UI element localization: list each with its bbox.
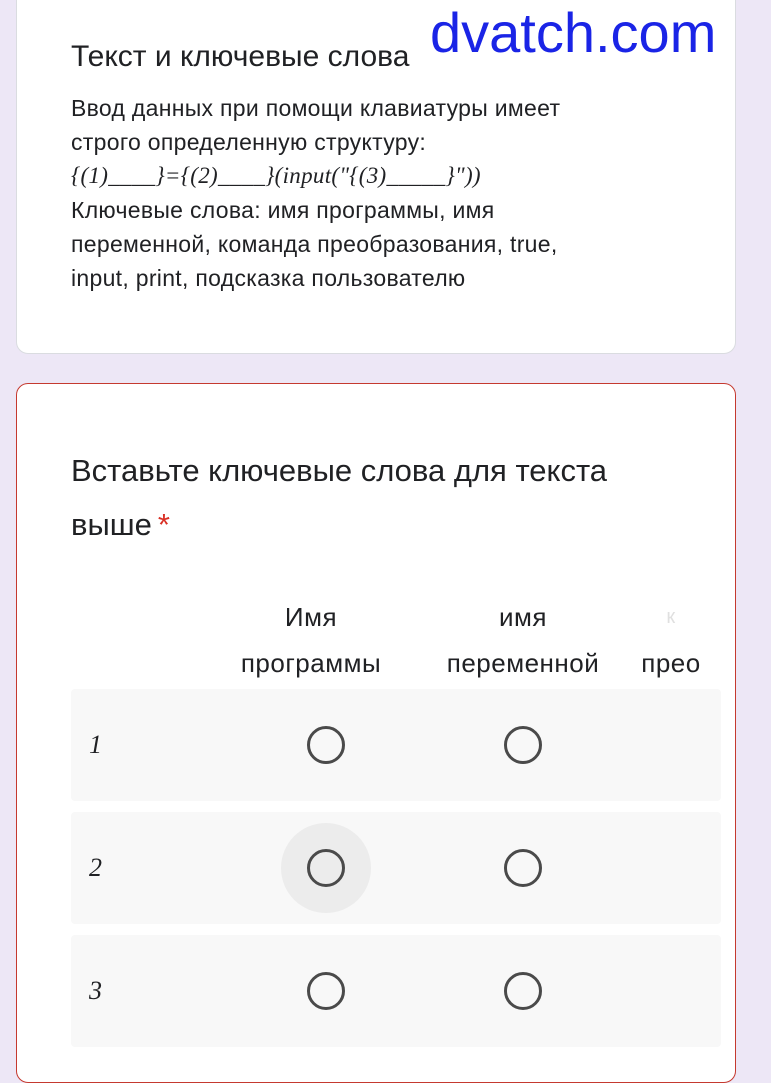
radio-circle-icon [504, 726, 542, 764]
description-formula: {(1)____}={(2)____}(input("{(3)_____}")) [71, 163, 481, 188]
section-title: Текст и ключевые слова [71, 40, 410, 73]
radio-circle-icon [307, 972, 345, 1010]
required-mark: * [157, 507, 170, 542]
radio-circle-icon [504, 972, 542, 1010]
column-header-line [571, 640, 771, 686]
radio-row1-col1[interactable] [298, 717, 354, 773]
column-header-line: Имя [284, 602, 338, 632]
question-title-text: Вставьте ключевые слова для текста выше [71, 453, 608, 542]
radio-row2-col1[interactable] [281, 823, 371, 913]
column-header-fragment: прео [641, 648, 701, 678]
radio-row3-col1[interactable] [298, 963, 354, 1019]
column-header-line: переменной [446, 648, 600, 678]
grid-row-2 [71, 812, 721, 924]
radio-grid [71, 594, 701, 1054]
description-line-5: переменной, команда преобразования, true, [71, 231, 558, 257]
row-label: 3 [89, 976, 102, 1005]
column-header-conversion-command [571, 594, 771, 686]
radio-row3-col2[interactable] [495, 963, 551, 1019]
column-header-program-name [211, 594, 411, 686]
description-line-4: Ключевые слова: имя программы, имя [71, 197, 495, 223]
description-line-2: строго определенную структуру: [71, 129, 427, 155]
description-line-1: Ввод данных при помощи клавиатуры имеет [71, 95, 561, 121]
column-header-line: к [666, 606, 676, 628]
row-label: 2 [89, 853, 102, 882]
column-header-line: имя [499, 602, 547, 632]
radio-row1-col2[interactable] [495, 717, 551, 773]
radio-circle-icon [307, 849, 345, 887]
question-title [71, 444, 631, 552]
row-label: 1 [89, 730, 102, 759]
watermark: dvatch.com [430, 1, 717, 64]
grid-row-1 [71, 689, 721, 801]
column-header-line: программы [240, 648, 382, 678]
radio-circle-icon [504, 849, 542, 887]
radio-row2-col2[interactable] [495, 840, 551, 896]
description-line-6: input, print, подсказка пользователю [71, 265, 466, 291]
radio-circle-icon [307, 726, 345, 764]
question-card [16, 383, 736, 1083]
grid-row-3 [71, 935, 721, 1047]
